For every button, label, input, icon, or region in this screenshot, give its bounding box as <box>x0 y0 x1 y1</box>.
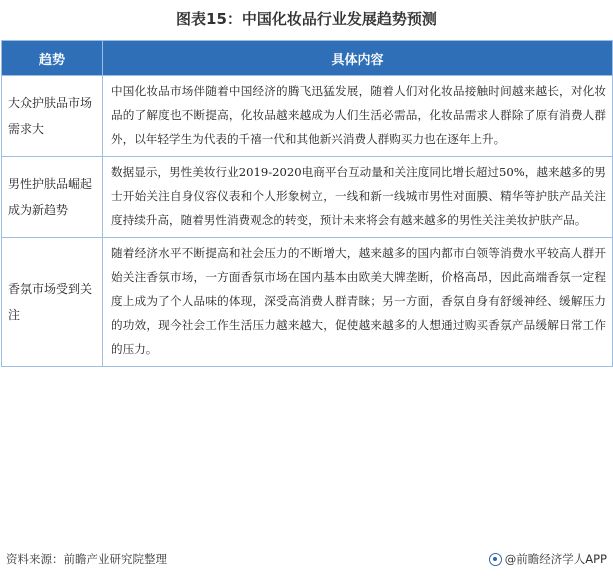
content-cell: 数据显示，男性美妆行业2019-2020电商平台互动量和关注度同比增长超过50%，越来越多的男士开始关注自身仪容仪表和个人形象树立，一线和新一线城市男性对面膜、精华等护肤产品关注度持续升高，随着男性消费观念的转变，预计未来将会有越来越多的男性关注美妆护肤产品。 <box>103 157 613 238</box>
brand-text: @前瞻经济学人APP <box>504 552 607 566</box>
chart-title: 图表15：中国化妆品行业发展趋势预测 <box>176 10 437 28</box>
table-row <box>2 238 613 367</box>
trend-cell: 香氛市场受到关注 <box>2 238 103 367</box>
table-row <box>2 157 613 238</box>
trend-table <box>1 40 613 367</box>
source-note: 资料来源：前瞻产业研究院整理 <box>6 552 167 566</box>
content-cell: 随着经济水平不断提高和社会压力的不断增大，越来越多的国内都市白领等消费水平较高人群开始关注香氛市场，一方面香氛市场在国内基本由欧美大牌垄断，价格高昂，因此高端香氛一定程度上成为了个人品味的体现，深受高消费人群青睐；另一方面，香氛自身有舒缓神经、缓解压力的功效，现今社会工作生活压力越来越大，促使越来越多的人想通过购买香氛产品缓解日常工作的压力。 <box>103 238 613 367</box>
table-header-row <box>2 41 613 76</box>
content-cell: 中国化妆品市场伴随着中国经济的腾飞迅猛发展，随着人们对化妆品接触时间越来越长，对化妆品的了解度也不断提高，化妆品越来越成为人们生活必需品，化妆品需求人群除了原有消费人群外，以年轻学生为代表的千禧一代和其他新兴消费人群购买力也在逐年上升。 <box>103 76 613 157</box>
trend-cell: 男性护肤品崛起成为新趋势 <box>2 157 103 238</box>
brand-credit <box>489 551 607 567</box>
header-content: 具体内容 <box>103 41 613 76</box>
brand-logo-icon <box>489 553 502 566</box>
header-trend: 趋势 <box>2 41 103 76</box>
trend-cell: 大众护肤品市场需求大 <box>2 76 103 157</box>
table-row <box>2 76 613 157</box>
